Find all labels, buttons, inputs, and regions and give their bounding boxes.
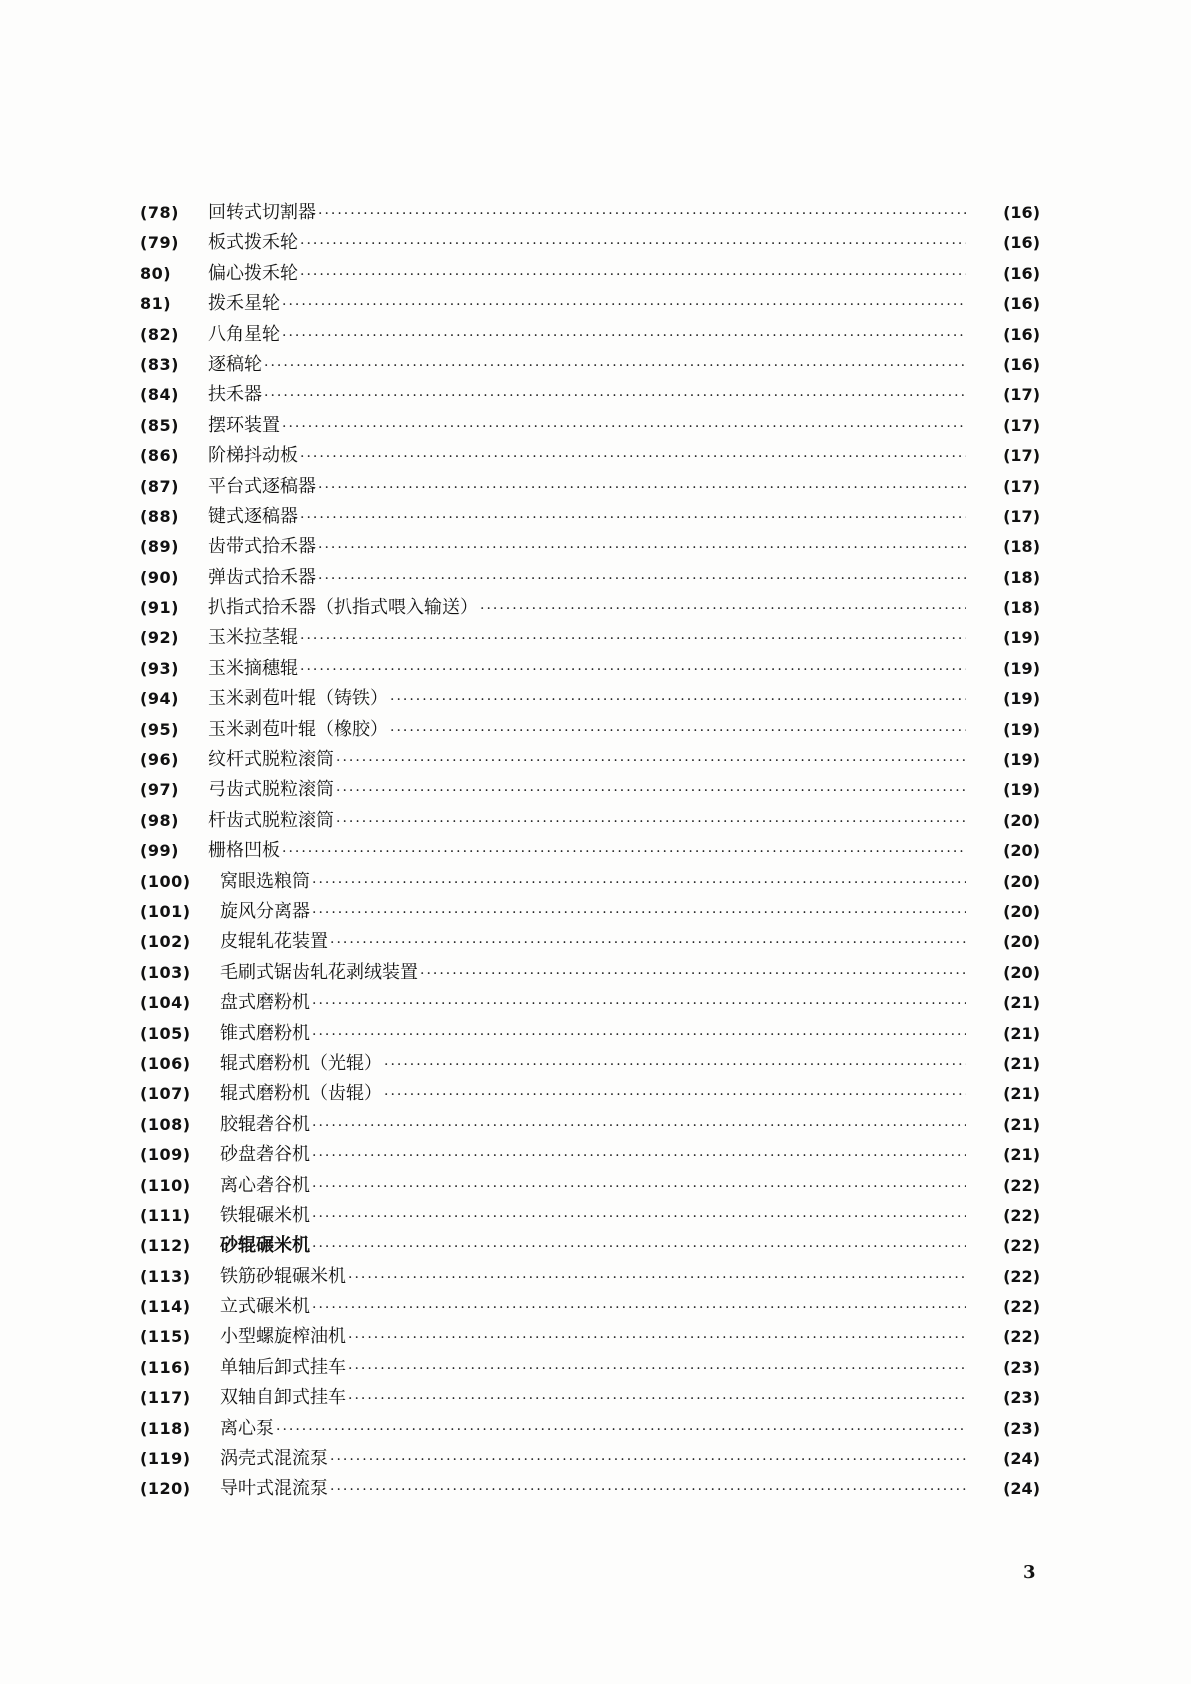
toc-entry xyxy=(140,715,1040,745)
toc-entry-number: (79) xyxy=(140,233,179,253)
toc-entry-number: (85) xyxy=(140,415,179,435)
toc-entry-page: (21) xyxy=(1003,993,1040,1013)
toc-entry-title: 杆齿式脱粒滚筒 xyxy=(208,809,334,831)
toc-entry-number: (119) xyxy=(140,1449,191,1469)
toc-leader-dots xyxy=(300,229,966,259)
toc-entry xyxy=(140,320,1040,350)
toc-entry-number: (108) xyxy=(140,1114,191,1134)
toc-leader-dots xyxy=(330,1475,966,1505)
toc-entry-title: 辊式磨粉机（光辊） xyxy=(220,1052,382,1074)
toc-leader-dots xyxy=(312,1202,966,1232)
toc-entry xyxy=(140,593,1040,623)
toc-entry-number: (93) xyxy=(140,658,179,678)
toc-entry-number: (107) xyxy=(140,1084,191,1104)
toc-entry-number: (102) xyxy=(140,932,191,952)
toc-entry-title: 单轴后卸式挂车 xyxy=(220,1356,346,1378)
toc-entry-number: (87) xyxy=(140,476,179,496)
toc-entry-page: (17) xyxy=(1003,506,1040,526)
toc-entry-page: (16) xyxy=(1003,354,1040,374)
toc-entry xyxy=(140,1140,1040,1170)
toc-entry-number: (94) xyxy=(140,689,179,709)
toc-entry-number: (92) xyxy=(140,628,179,648)
toc-entry-page: (22) xyxy=(1003,1175,1040,1195)
toc-entry-number: (114) xyxy=(140,1297,191,1317)
toc-entry-number: (106) xyxy=(140,1053,191,1073)
toc-leader-dots xyxy=(384,1080,966,1110)
toc-entry-title: 辊式磨粉机（齿辊） xyxy=(220,1083,382,1105)
toc-entry-title: 回转式切割器 xyxy=(208,202,316,223)
toc-entry-title: 扒指式拾禾器（扒指式喂入输送） xyxy=(208,597,478,619)
toc-entry xyxy=(140,897,1040,927)
toc-entry-page: (17) xyxy=(1003,476,1040,496)
toc-leader-dots xyxy=(348,1354,966,1384)
toc-entry-number: (95) xyxy=(140,719,179,739)
toc-entry-number: (99) xyxy=(140,841,179,861)
toc-leader-dots xyxy=(330,1445,966,1475)
toc-entry-number: (98) xyxy=(140,810,179,830)
toc-entry-page: (19) xyxy=(1003,628,1040,648)
toc-entry-title: 皮辊轧花装置 xyxy=(220,931,328,953)
toc-leader-dots xyxy=(282,837,966,867)
toc-leader-dots xyxy=(318,199,966,229)
toc-entry-page: (21) xyxy=(1003,1053,1040,1073)
toc-entry-number: (78) xyxy=(140,203,179,222)
toc-entry-page: (22) xyxy=(1003,1236,1040,1256)
toc-leader-dots xyxy=(318,564,966,594)
toc-entry-page: (16) xyxy=(1003,294,1040,314)
toc-leader-dots xyxy=(300,442,966,472)
toc-entry-number: (116) xyxy=(140,1357,191,1377)
toc-entry-title: 弹齿式拾禾器 xyxy=(208,566,316,588)
toc-entry-title: 离心砻谷机 xyxy=(220,1174,310,1196)
toc-entry xyxy=(140,867,1040,897)
toc-leader-dots xyxy=(282,290,966,320)
toc-entry xyxy=(140,836,1040,866)
toc-entry xyxy=(140,411,1040,441)
toc-leader-dots xyxy=(300,655,966,685)
toc-leader-dots xyxy=(348,1384,966,1414)
toc-entry-title: 玉米摘穗辊 xyxy=(208,657,298,679)
toc-entry xyxy=(140,1474,1040,1504)
toc-leader-dots xyxy=(336,776,966,806)
toc-entry-title: 胶辊砻谷机 xyxy=(220,1113,310,1135)
toc-leader-dots xyxy=(318,533,966,563)
toc-entry-page: (16) xyxy=(1003,233,1040,253)
toc-entry-number: (112) xyxy=(140,1236,191,1256)
toc-entry-page: (20) xyxy=(1003,901,1040,921)
toc-entry-page: (20) xyxy=(1003,871,1040,891)
toc-leader-dots xyxy=(312,1020,966,1050)
toc-entry xyxy=(140,1110,1040,1140)
toc-leader-dots xyxy=(282,321,966,351)
toc-entry-number: (120) xyxy=(140,1479,191,1499)
toc-entry-number: (105) xyxy=(140,1023,191,1043)
toc-entry-page: (24) xyxy=(1003,1479,1040,1499)
toc-entry-number: (91) xyxy=(140,598,179,618)
toc-entry xyxy=(140,228,1040,258)
toc-entry-number: (104) xyxy=(140,993,191,1013)
toc-entry xyxy=(140,1383,1040,1413)
toc-entry-title: 逐稿轮 xyxy=(208,353,262,375)
toc-entry-number: (83) xyxy=(140,354,179,374)
toc-entry-title: 板式拨禾轮 xyxy=(208,232,298,254)
toc-leader-dots xyxy=(264,351,966,381)
toc-entry-title: 栅格凹板 xyxy=(208,840,280,862)
toc-entry-number: (88) xyxy=(140,506,179,526)
toc-entry xyxy=(140,289,1040,319)
toc-entry-number: (103) xyxy=(140,962,191,982)
toc-leader-dots xyxy=(312,868,966,898)
toc-entry-title: 窝眼选粮筒 xyxy=(220,870,310,892)
toc-entry-page: (24) xyxy=(1003,1449,1040,1469)
toc-entry xyxy=(140,472,1040,502)
toc-entry xyxy=(140,198,1040,228)
toc-entry-page: (19) xyxy=(1003,689,1040,709)
toc-entry-page: (19) xyxy=(1003,780,1040,800)
toc-leader-dots xyxy=(312,989,966,1019)
toc-leader-dots xyxy=(336,807,966,837)
toc-entry xyxy=(140,532,1040,562)
toc-entry-page: (23) xyxy=(1003,1388,1040,1408)
toc-entry xyxy=(140,958,1040,988)
toc-entry xyxy=(140,380,1040,410)
toc-entry xyxy=(140,654,1040,684)
toc-entry-title: 盘式磨粉机 xyxy=(220,992,310,1014)
toc-leader-dots xyxy=(282,412,966,442)
toc-entry-number: (118) xyxy=(140,1418,191,1438)
toc-entry-page: (19) xyxy=(1003,719,1040,739)
toc-entry xyxy=(140,1444,1040,1474)
toc-entry-page: (20) xyxy=(1003,841,1040,861)
toc-entry-title: 摆环装置 xyxy=(208,414,280,436)
table-of-contents xyxy=(140,198,1040,1505)
toc-entry-title: 铁筋砂辊碾米机 xyxy=(220,1265,346,1287)
toc-leader-dots xyxy=(348,1323,966,1353)
toc-leader-dots xyxy=(300,260,966,290)
toc-entry xyxy=(140,745,1040,775)
toc-entry-page: (17) xyxy=(1003,385,1040,405)
toc-leader-dots xyxy=(312,1172,966,1202)
toc-leader-dots xyxy=(312,1232,966,1262)
toc-entry-title: 导叶式混流泵 xyxy=(220,1478,328,1500)
toc-leader-dots xyxy=(312,898,966,928)
toc-entry-number: (109) xyxy=(140,1145,191,1165)
toc-entry-title: 玉米剥苞叶辊（铸铁） xyxy=(208,688,388,710)
toc-entry xyxy=(140,1171,1040,1201)
toc-entry-title: 立式碾米机 xyxy=(220,1296,310,1318)
toc-entry xyxy=(140,563,1040,593)
toc-entry-title: 双轴自卸式挂车 xyxy=(220,1387,346,1409)
toc-entry xyxy=(140,1079,1040,1109)
toc-leader-dots xyxy=(390,716,966,746)
toc-leader-dots xyxy=(384,1050,966,1080)
toc-entry-page: (22) xyxy=(1003,1266,1040,1286)
toc-entry-number: (84) xyxy=(140,385,179,405)
toc-entry xyxy=(140,259,1040,289)
toc-entry xyxy=(140,1019,1040,1049)
toc-entry xyxy=(140,927,1040,957)
toc-entry-number: (97) xyxy=(140,780,179,800)
toc-entry-number: (117) xyxy=(140,1388,191,1408)
toc-entry-page: (23) xyxy=(1003,1357,1040,1377)
toc-entry-page: (21) xyxy=(1003,1023,1040,1043)
toc-leader-dots xyxy=(336,746,966,776)
toc-entry-number: (111) xyxy=(140,1205,191,1225)
toc-entry xyxy=(140,1262,1040,1292)
toc-entry xyxy=(140,1414,1040,1444)
toc-leader-dots xyxy=(330,928,966,958)
toc-entry xyxy=(140,775,1040,805)
toc-entry-number: (86) xyxy=(140,446,179,466)
toc-entry-title: 砂盘砻谷机 xyxy=(220,1144,310,1166)
toc-entry xyxy=(140,806,1040,836)
toc-entry-title: 齿带式拾禾器 xyxy=(208,536,316,558)
toc-entry-page: (22) xyxy=(1003,1205,1040,1225)
toc-entry xyxy=(140,502,1040,532)
toc-entry xyxy=(140,441,1040,471)
toc-entry-page: (16) xyxy=(1003,203,1040,222)
toc-entry-page: (21) xyxy=(1003,1114,1040,1134)
toc-entry xyxy=(140,1353,1040,1383)
toc-leader-dots xyxy=(480,594,966,624)
toc-entry-page: (20) xyxy=(1003,810,1040,830)
toc-entry xyxy=(140,988,1040,1018)
toc-entry-number: 80) xyxy=(140,263,172,283)
toc-entry xyxy=(140,350,1040,380)
toc-entry-number: (115) xyxy=(140,1327,191,1347)
toc-entry-page: (21) xyxy=(1003,1145,1040,1165)
toc-entry-page: (21) xyxy=(1003,1084,1040,1104)
toc-entry-page: (19) xyxy=(1003,658,1040,678)
toc-leader-dots xyxy=(312,1141,966,1171)
toc-entry xyxy=(140,1292,1040,1322)
toc-entry-page: (16) xyxy=(1003,263,1040,283)
toc-entry xyxy=(140,1201,1040,1231)
toc-entry-page: (16) xyxy=(1003,324,1040,344)
toc-entry xyxy=(140,684,1040,714)
toc-entry-number: (82) xyxy=(140,324,179,344)
toc-entry-title: 铁辊碾米机 xyxy=(220,1204,310,1226)
toc-entry xyxy=(140,1231,1040,1261)
toc-entry-number: (110) xyxy=(140,1175,191,1195)
toc-entry-number: (96) xyxy=(140,750,179,770)
toc-entry-page: (17) xyxy=(1003,446,1040,466)
toc-leader-dots xyxy=(300,503,966,533)
toc-entry-page: (18) xyxy=(1003,598,1040,618)
toc-entry-title: 毛刷式锯齿轧花剥绒装置 xyxy=(220,961,418,983)
toc-entry-title: 离心泵 xyxy=(220,1417,274,1439)
toc-entry-title: 涡壳式混流泵 xyxy=(220,1448,328,1470)
page-number: 3 xyxy=(1023,1562,1036,1583)
toc-entry-title: 阶梯抖动板 xyxy=(208,445,298,467)
toc-entry-page: (20) xyxy=(1003,962,1040,982)
toc-entry-title: 拨禾星轮 xyxy=(208,293,280,315)
toc-entry-page: (17) xyxy=(1003,415,1040,435)
toc-entry-page: (18) xyxy=(1003,567,1040,587)
toc-entry-title: 八角星轮 xyxy=(208,323,280,345)
toc-entry xyxy=(140,623,1040,653)
toc-entry-title: 偏心拨禾轮 xyxy=(208,262,298,284)
toc-entry-page: (18) xyxy=(1003,537,1040,557)
toc-leader-dots xyxy=(276,1415,966,1445)
toc-entry-title: 纹杆式脱粒滚筒 xyxy=(208,749,334,771)
toc-entry-number: (101) xyxy=(140,901,191,921)
toc-entry xyxy=(140,1049,1040,1079)
toc-entry-number: (89) xyxy=(140,537,179,557)
toc-entry-title: 砂辊碾米机 xyxy=(220,1235,310,1257)
toc-entry-page: (22) xyxy=(1003,1297,1040,1317)
toc-leader-dots xyxy=(300,624,966,654)
toc-entry-page: (22) xyxy=(1003,1327,1040,1347)
toc-entry-number: 81) xyxy=(140,294,172,314)
toc-leader-dots xyxy=(312,1293,966,1323)
toc-leader-dots xyxy=(312,1111,966,1141)
toc-leader-dots xyxy=(390,685,966,715)
toc-entry-title: 小型螺旋榨油机 xyxy=(220,1326,346,1348)
toc-entry-title: 弓齿式脱粒滚筒 xyxy=(208,779,334,801)
toc-entry-title: 锥式磨粉机 xyxy=(220,1022,310,1044)
toc-entry-page: (19) xyxy=(1003,750,1040,770)
toc-entry-title: 玉米拉茎辊 xyxy=(208,627,298,649)
toc-entry-number: (113) xyxy=(140,1266,191,1286)
toc-entry-title: 扶禾器 xyxy=(208,384,262,406)
toc-entry-title: 平台式逐稿器 xyxy=(208,475,316,497)
toc-entry-number: (100) xyxy=(140,871,191,891)
toc-entry-number: (90) xyxy=(140,567,179,587)
toc-entry-page: (23) xyxy=(1003,1418,1040,1438)
toc-entry-title: 玉米剥苞叶辊（橡胶） xyxy=(208,718,388,740)
toc-leader-dots xyxy=(264,381,966,411)
toc-leader-dots xyxy=(420,959,966,989)
toc-leader-dots xyxy=(318,473,966,503)
toc-entry xyxy=(140,1322,1040,1352)
toc-leader-dots xyxy=(348,1263,966,1293)
toc-entry-title: 键式逐稿器 xyxy=(208,505,298,527)
toc-entry-title: 旋风分离器 xyxy=(220,900,310,922)
toc-entry-page: (20) xyxy=(1003,932,1040,952)
